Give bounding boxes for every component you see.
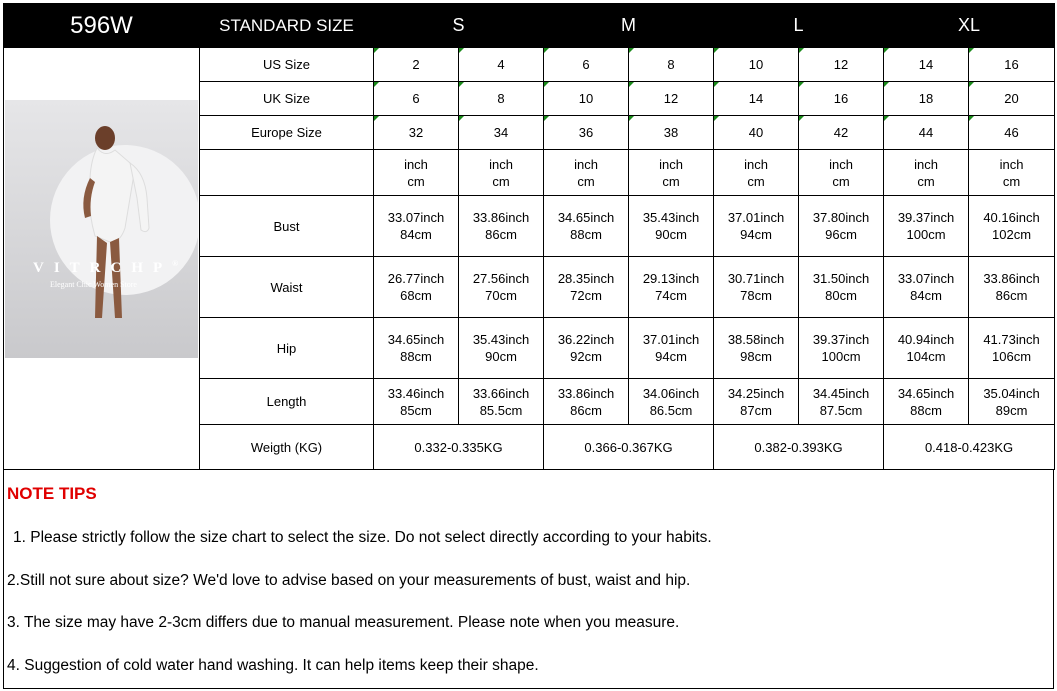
bust-value: 35.43inch 90cm (629, 196, 714, 257)
uk-size-value: 8 (459, 82, 544, 116)
brand-logo: VITRCHP® (33, 259, 179, 276)
waist-value: 28.35inch 72cm (544, 257, 629, 318)
unit-cell: inch cm (459, 150, 544, 196)
waist-value: 26.77inch 68cm (374, 257, 459, 318)
uk-size-label: UK Size (200, 82, 374, 116)
us-size-value: 4 (459, 48, 544, 82)
waist-label: Waist (200, 257, 374, 318)
length-value: 34.06inch 86.5cm (629, 379, 714, 425)
note-item: 3. The size may have 2-3cm differs due to manual measurement. Please note when you measure. (7, 614, 680, 631)
weight-value: 0.382-0.393KG (714, 425, 884, 470)
uk-size-value: 18 (884, 82, 969, 116)
model-figure (75, 118, 155, 353)
us-size-value: 2 (374, 48, 459, 82)
hip-label: Hip (200, 318, 374, 379)
length-value: 33.66inch 85.5cm (459, 379, 544, 425)
units-label (200, 150, 374, 196)
model-number: 596W (4, 4, 200, 48)
uk-size-value: 20 (969, 82, 1055, 116)
bust-value: 39.37inch 100cm (884, 196, 969, 257)
europe-size-value: 32 (374, 116, 459, 150)
waist-value: 33.07inch 84cm (884, 257, 969, 318)
us-size-value: 12 (799, 48, 884, 82)
header-row (4, 4, 1055, 48)
unit-cell: inch cm (714, 150, 799, 196)
waist-value: 27.56inch 70cm (459, 257, 544, 318)
unit-cell: inch cm (884, 150, 969, 196)
uk-size-value: 12 (629, 82, 714, 116)
unit-cell: inch cm (544, 150, 629, 196)
unit-cell: inch cm (374, 150, 459, 196)
bust-value: 34.65inch 88cm (544, 196, 629, 257)
europe-size-value: 46 (969, 116, 1055, 150)
length-value: 34.45inch 87.5cm (799, 379, 884, 425)
standard-size-label: STANDARD SIZE (200, 4, 374, 48)
size-l-header: L (714, 4, 884, 48)
length-value: 34.65inch 88cm (884, 379, 969, 425)
size-s-header: S (374, 4, 544, 48)
bust-value: 33.86inch 86cm (459, 196, 544, 257)
uk-size-value: 16 (799, 82, 884, 116)
length-value: 33.46inch 85cm (374, 379, 459, 425)
hip-value: 34.65inch 88cm (374, 318, 459, 379)
product-photo (5, 100, 198, 358)
product-photo-cell (4, 48, 200, 470)
hip-value: 41.73inch 106cm (969, 318, 1055, 379)
weight-label: Weigth (KG) (200, 425, 374, 470)
hip-value: 39.37inch 100cm (799, 318, 884, 379)
length-value: 35.04inch 89cm (969, 379, 1055, 425)
bust-label: Bust (200, 196, 374, 257)
uk-size-value: 6 (374, 82, 459, 116)
us-size-label: US Size (200, 48, 374, 82)
uk-size-value: 14 (714, 82, 799, 116)
length-value: 33.86inch 86cm (544, 379, 629, 425)
waist-value: 33.86inch 86cm (969, 257, 1055, 318)
size-chart-table (3, 3, 1055, 470)
note-item: 1. Please strictly follow the size chart to select the size. Do not select directly according to your habits. (13, 529, 712, 546)
hip-value: 37.01inch 94cm (629, 318, 714, 379)
bust-value: 37.01inch 94cm (714, 196, 799, 257)
hip-value: 40.94inch 104cm (884, 318, 969, 379)
europe-size-value: 34 (459, 116, 544, 150)
us-size-value: 14 (884, 48, 969, 82)
us-size-value: 6 (544, 48, 629, 82)
uk-size-value: 10 (544, 82, 629, 116)
waist-value: 29.13inch 74cm (629, 257, 714, 318)
weight-value: 0.366-0.367KG (544, 425, 714, 470)
europe-size-label: Europe Size (200, 116, 374, 150)
note-tips-section (3, 469, 1054, 689)
us-size-value: 16 (969, 48, 1055, 82)
size-m-header: M (544, 4, 714, 48)
hip-value: 35.43inch 90cm (459, 318, 544, 379)
size-xl-header: XL (884, 4, 1055, 48)
weight-value: 0.418-0.423KG (884, 425, 1055, 470)
europe-size-value: 40 (714, 116, 799, 150)
brand-tagline: Elegant Chic Women Store (50, 280, 137, 289)
waist-value: 30.71inch 78cm (714, 257, 799, 318)
note-item: 2.Still not sure about size? We'd love to advise based on your measurements of bust, waist and hip. (7, 572, 691, 589)
hip-value: 38.58inch 98cm (714, 318, 799, 379)
note-tips-title: NOTE TIPS (7, 484, 97, 503)
note-item: 4. Suggestion of cold water hand washing. It can help items keep their shape. (7, 657, 539, 674)
length-label: Length (200, 379, 374, 425)
us-size-value: 10 (714, 48, 799, 82)
europe-size-value: 36 (544, 116, 629, 150)
bust-value: 37.80inch 96cm (799, 196, 884, 257)
length-value: 34.25inch 87cm (714, 379, 799, 425)
unit-cell: inch cm (969, 150, 1055, 196)
waist-value: 31.50inch 80cm (799, 257, 884, 318)
bust-value: 33.07inch 84cm (374, 196, 459, 257)
hip-value: 36.22inch 92cm (544, 318, 629, 379)
europe-size-value: 38 (629, 116, 714, 150)
europe-size-value: 42 (799, 116, 884, 150)
unit-cell: inch cm (629, 150, 714, 196)
unit-cell: inch cm (799, 150, 884, 196)
bust-value: 40.16inch 102cm (969, 196, 1055, 257)
europe-size-value: 44 (884, 116, 969, 150)
weight-value: 0.332-0.335KG (374, 425, 544, 470)
us-size-row (4, 48, 1055, 82)
us-size-value: 8 (629, 48, 714, 82)
